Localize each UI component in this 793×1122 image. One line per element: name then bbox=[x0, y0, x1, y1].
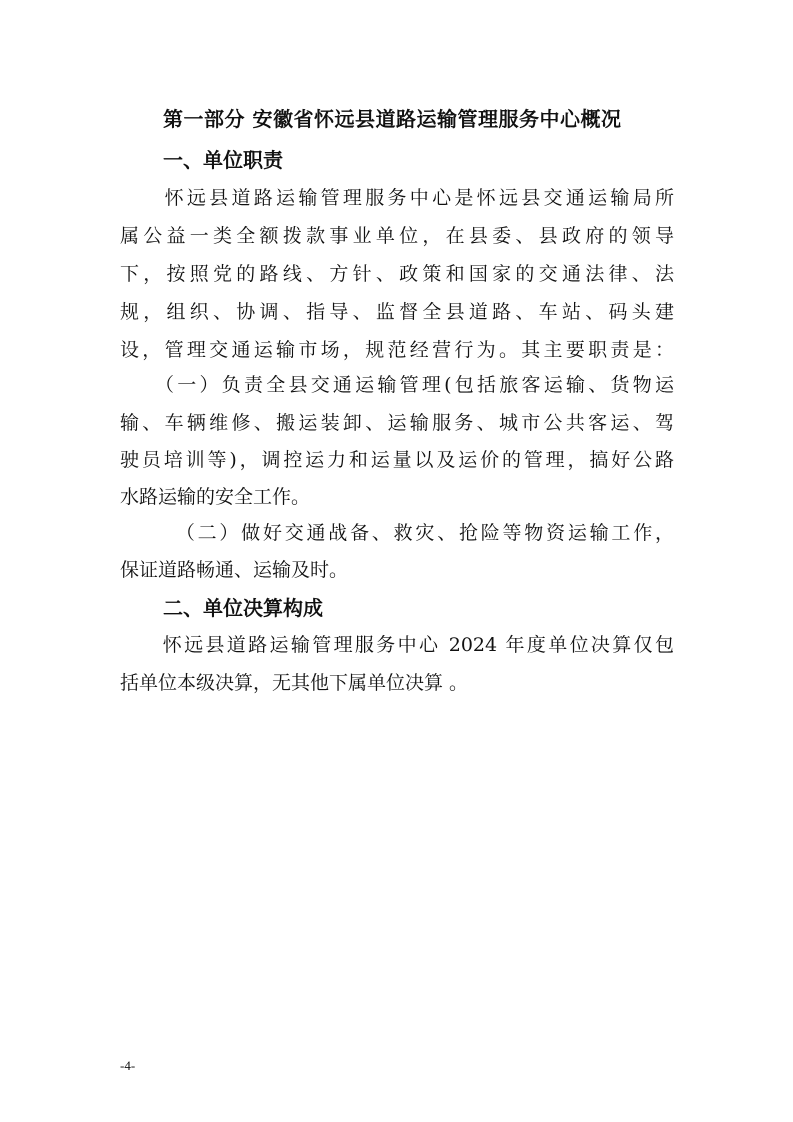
item-one-line: （一）负责全县交通运输管理(包括旅客运输、货物运 bbox=[120, 374, 674, 396]
paragraph-line: 怀远县道路运输管理服务中心是怀远县交通运输局所 bbox=[120, 187, 674, 209]
paragraph-line: 设，管理交通运输市场，规范经营行为。其主要职责是： bbox=[120, 339, 674, 361]
item-two-line: 保证道路畅通、运输及时。 bbox=[120, 559, 349, 581]
item-one-line: 输、车辆维修、搬运装卸、运输服务、城市公共客运、驾 bbox=[120, 412, 674, 434]
section-heading-unit-composition: 二、单位决算构成 bbox=[163, 596, 323, 620]
paragraph-line: 括单位本级决算，无其他下属单位决算 。 bbox=[120, 672, 469, 694]
section-heading-unit-duties: 一、单位职责 bbox=[163, 148, 283, 172]
paragraph-line: 下，按照党的路线、方针、政策和国家的交通法律、法 bbox=[120, 263, 674, 285]
item-two-line: （二）做好交通战备、救灾、抢险等物资运输工作， bbox=[120, 522, 674, 544]
item-one-line: 驶员培训等)，调控运力和运量以及运价的管理，搞好公路 bbox=[120, 449, 674, 471]
item-one-line: 水路运输的安全工作。 bbox=[120, 486, 311, 508]
paragraph-line: 怀远县道路运输管理服务中心 2024 年度单位决算仅包 bbox=[120, 634, 674, 656]
paragraph-line: 规，组织、协调、指导、监督全县道路、车站、码头建 bbox=[120, 301, 674, 323]
paragraph-line: 属公益一类全额拨款事业单位，在县委、县政府的领导 bbox=[120, 225, 674, 247]
page-title: 第一部分 安徽省怀远县道路运输管理服务中心概况 bbox=[163, 107, 622, 131]
page-number: -4- bbox=[120, 1058, 136, 1073]
